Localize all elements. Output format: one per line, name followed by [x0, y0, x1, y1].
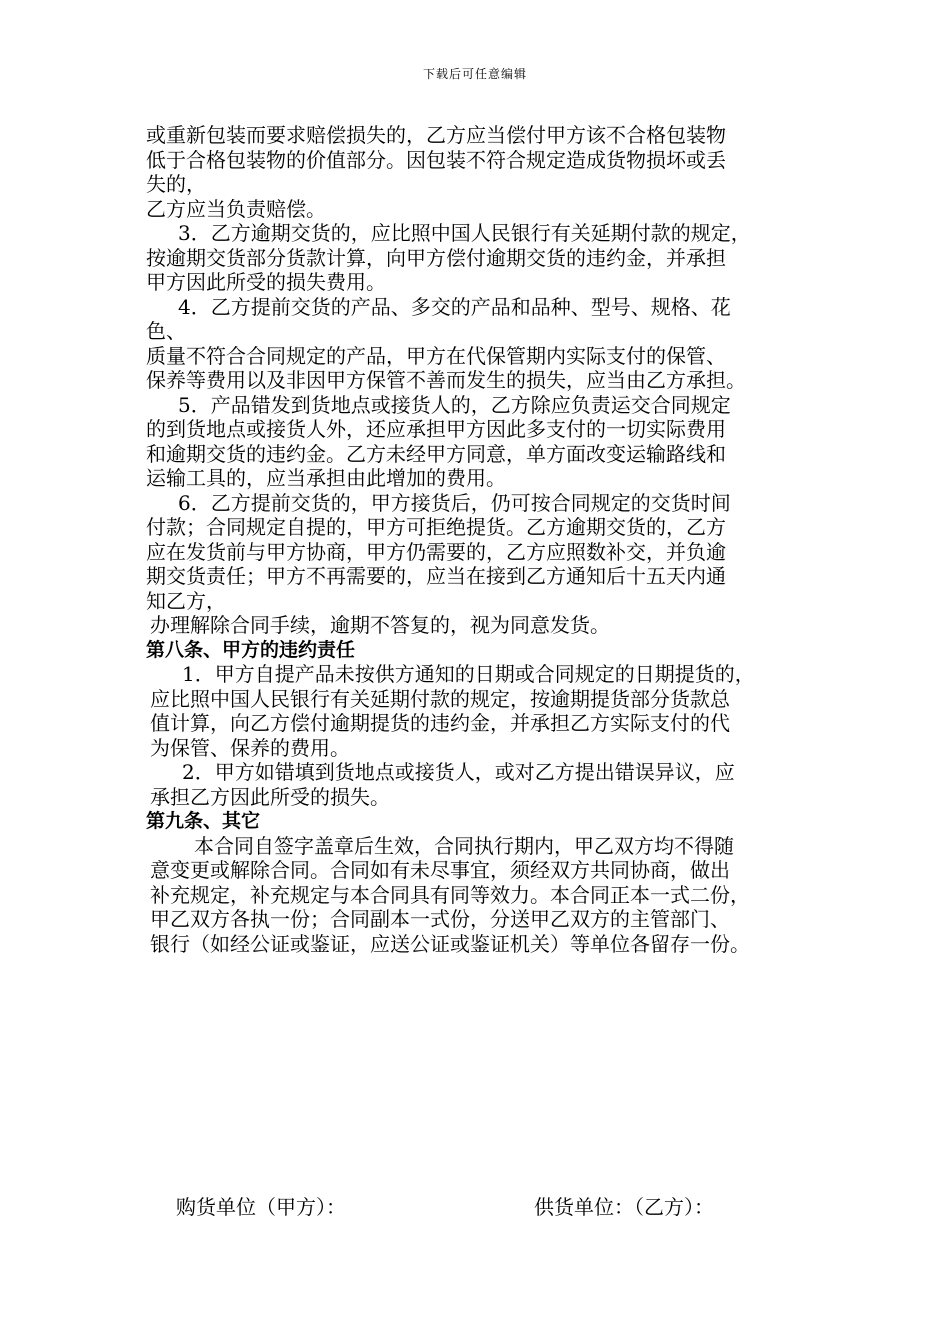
- text-line: 乙方应当负责赔偿。: [146, 196, 326, 221]
- text-line: 质量不符合合同规定的产品，甲方在代保管期内实际支付的保管、: [146, 343, 726, 368]
- text-line: 6．乙方提前交货的，甲方接货后，仍可按合同规定的交货时间: [178, 490, 731, 515]
- text-line: 运输工具的，应当承担由此增加的费用。: [146, 466, 506, 490]
- text-line: 4．乙方提前交货的产品、多交的产品和品种、型号、规格、花: [178, 294, 731, 319]
- text-line: 和逾期交货的违约金。乙方未经甲方同意，单方面改变运输路线和: [146, 441, 726, 466]
- text-line: 甲乙双方各执一份；合同副本一式份，分送甲乙双方的主管部门、: [150, 907, 730, 931]
- text-line: 意变更或解除合同。合同如有未尽事宜，须经双方共同协商，做出: [150, 858, 730, 882]
- text-line: 本合同自签字盖章后生效，合同执行期内，甲乙双方均不得随: [194, 833, 734, 858]
- text-line: 的到货地点或接货人外，还应承担甲方因此多支付的一切实际费用: [146, 417, 726, 441]
- text-line: 补充规定，补充规定与本合同具有同等效力。本合同正本一式二份，: [150, 882, 750, 907]
- section-heading: 第九条、其它: [146, 810, 261, 832]
- section-heading: 第八条、甲方的违约责任: [146, 638, 356, 661]
- text-line: 低于合格包装物的价值部分。因包装不符合规定造成货物损坏或丢: [146, 147, 726, 172]
- text-line: 或重新包装而要求赔偿损失的，乙方应当偿付甲方该不合格包装物: [146, 123, 726, 147]
- text-line: 期交货责任；甲方不再需要的，应当在接到乙方通知后十五天内通: [146, 564, 726, 588]
- buyer-signature-label: 购货单位（甲方）：: [176, 1195, 346, 1219]
- text-line: 承担乙方因此所受的损失。: [150, 784, 390, 809]
- text-line: 3．乙方逾期交货的，应比照中国人民银行有关延期付款的规定，: [178, 221, 751, 245]
- contract-body: [146, 123, 826, 956]
- text-line: 按逾期交货部分货款计算，向甲方偿付逾期交货的违约金，并承担: [146, 245, 726, 270]
- text-line: 应比照中国人民银行有关延期付款的规定，按逾期提货部分货款总: [150, 686, 730, 711]
- text-line: 值计算，向乙方偿付逾期提货的违约金，并承担乙方实际支付的代: [150, 711, 730, 735]
- text-line: 甲方因此所受的损失费用。: [146, 270, 386, 294]
- page-header: 下载后可任意编辑: [422, 67, 527, 81]
- text-line: 知乙方，: [146, 588, 226, 613]
- text-line: 色、: [146, 319, 186, 343]
- text-line: 1．甲方自提产品未按供方通知的日期或合同规定的日期提货的，: [182, 662, 755, 686]
- text-line: 银行（如经公证或鉴证，应送公证或鉴证机关）等单位各留存一份。: [150, 931, 750, 956]
- text-line: 5．产品错发到货地点或接货人的，乙方除应负责运交合同规定: [178, 392, 731, 417]
- text-line: 2．甲方如错填到货地点或接货人，或对乙方提出错误异议，应: [182, 760, 735, 784]
- text-line: 为保管、保养的费用。: [150, 735, 350, 760]
- text-line: 应在发货前与甲方协商，甲方仍需要的，乙方应照数补交，并负逾: [146, 539, 726, 564]
- text-line: 付款；合同规定自提的，甲方可拒绝提货。乙方逾期交货的，乙方: [146, 515, 726, 539]
- supplier-signature-label: 供货单位：（乙方）：: [534, 1195, 714, 1219]
- text-line: 保养等费用以及非因甲方保管不善而发生的损失，应当由乙方承担。: [146, 368, 746, 392]
- text-line: 失的，: [146, 172, 206, 196]
- text-line: 办理解除合同手续，逾期不答复的，视为同意发货。: [150, 613, 610, 637]
